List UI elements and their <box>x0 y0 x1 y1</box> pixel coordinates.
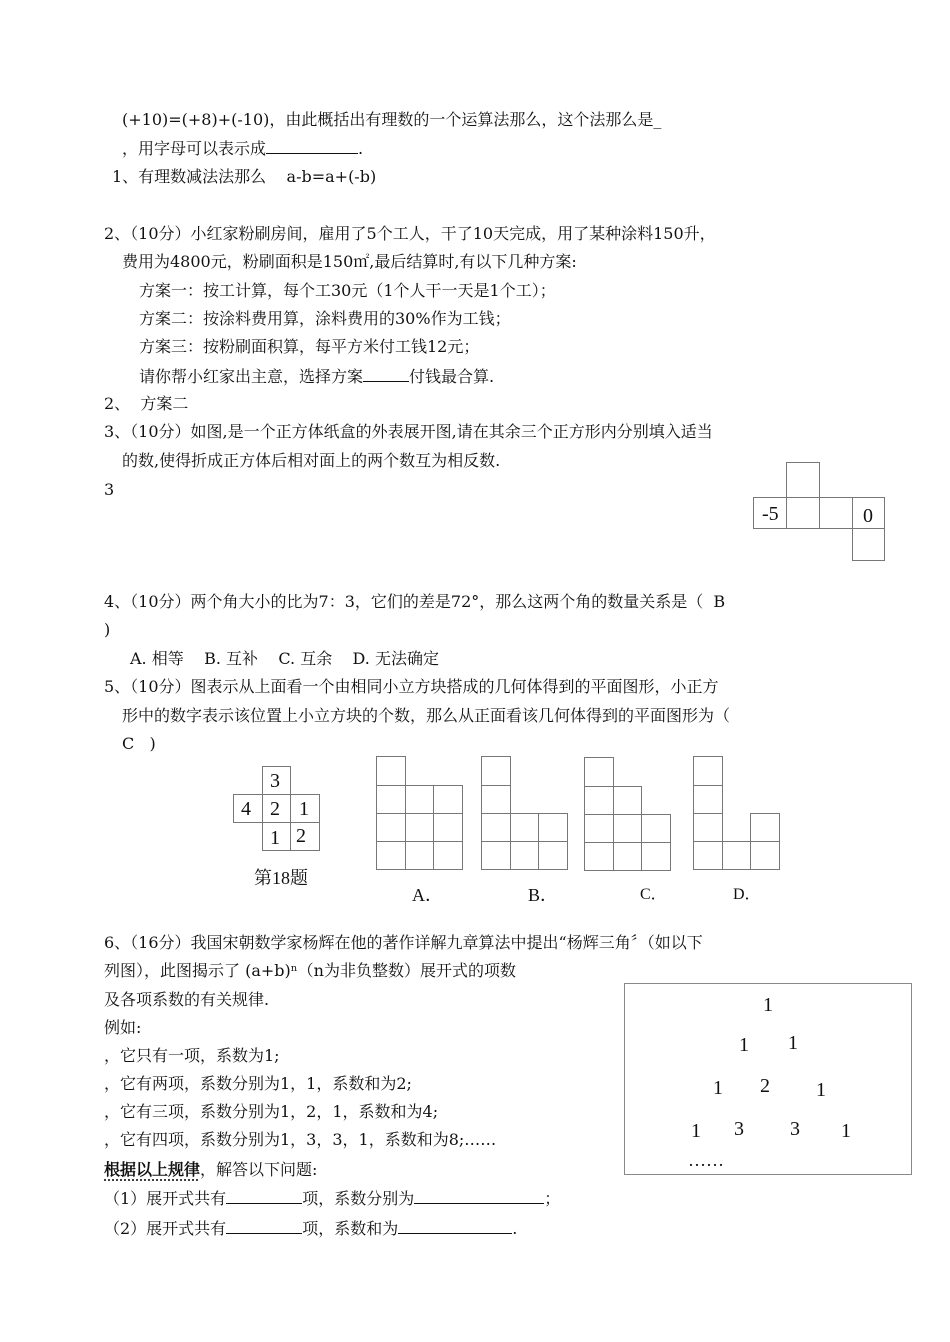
cube <box>405 841 434 870</box>
q3-line1: 3、（10分）如图,是一个正方体纸盒的外表展开图,请在其余三个正方形内分别填入适当 <box>104 422 713 441</box>
tv-num: 2 <box>270 798 280 820</box>
cube <box>693 785 723 814</box>
q2-blank[interactable] <box>363 366 409 382</box>
cube <box>433 841 463 870</box>
option-a-label[interactable]: A． <box>412 885 443 905</box>
q6-p2-end: . <box>512 1219 518 1238</box>
tv-num: 1 <box>270 827 280 849</box>
tri-r2: 1 <box>739 1034 749 1056</box>
q6-p1-blank2[interactable] <box>414 1188 544 1204</box>
cube <box>376 785 406 814</box>
q6-p2-mid: 项，系数和为 <box>302 1219 399 1238</box>
tri-r2: 1 <box>788 1032 798 1054</box>
cube <box>433 813 463 842</box>
net-cell-center[interactable] <box>819 497 853 529</box>
cube <box>510 813 539 842</box>
q1-answer: 1、有理数减法法那么 a-b=a+(-b) <box>112 167 377 186</box>
q6-e2: ，它有两项，系数分别为1，1，系数和为2; <box>104 1074 412 1093</box>
q4-line1: 4、（10分）两个角大小的比为7：3，它们的差是72°，那么这两个角的数量关系是（ B <box>104 592 726 611</box>
q6-p1-prefix: （1）展开式共有 <box>104 1189 227 1208</box>
tri-r3: 1 <box>713 1077 723 1099</box>
cube <box>641 842 671 871</box>
q6-rule <box>104 1160 317 1180</box>
q6-p2-blank1[interactable] <box>226 1218 302 1234</box>
q1-line2 <box>122 138 363 159</box>
tri-r4: 1 <box>841 1120 851 1142</box>
tri-r4: 3 <box>790 1118 800 1140</box>
q6-line3: 及各项系数的有关规律. <box>104 990 270 1009</box>
cube <box>641 814 671 843</box>
tri-more: …… <box>688 1150 724 1170</box>
option-b-label[interactable]: B． <box>528 885 559 905</box>
q5-line2: 形中的数字表示该位置上小立方块的个数，那么从正面看该几何体得到的平面图形为（ <box>122 706 731 725</box>
q2-ask-prefix: 请你帮小红家出主意，选择方案 <box>139 367 364 386</box>
q3-answer: 3 <box>104 480 115 499</box>
q6-p1-end: ； <box>544 1189 561 1208</box>
cube <box>613 786 642 815</box>
q4-options: A. 相等 B. 互补 C. 互余 D. 无法确定 <box>130 649 439 668</box>
q6-part2 <box>104 1218 517 1239</box>
q6-p2-blank2[interactable] <box>398 1218 512 1234</box>
q6-p1-blank1[interactable] <box>226 1188 302 1204</box>
cube <box>481 785 511 814</box>
tv-num: 4 <box>241 798 251 820</box>
q2-plan1: 方案一：按工计算，每个工30元（1个人干一天是1个工）； <box>139 281 556 300</box>
cube <box>510 841 539 870</box>
tv-num: 1 <box>299 798 309 820</box>
q2-ask-suffix: 付钱最合算. <box>409 367 495 386</box>
q3-line2: 的数,使得折成正方体后相对面上的两个数互为相反数. <box>122 451 501 470</box>
cube <box>538 813 568 842</box>
cube <box>376 813 406 842</box>
cube <box>584 814 614 843</box>
cube <box>481 756 511 786</box>
cube <box>405 785 434 814</box>
q2-answer: 2、 方案二 <box>104 394 189 413</box>
cube <box>613 842 642 871</box>
option-d-label[interactable]: D． <box>733 886 761 903</box>
tri-r1: 1 <box>763 994 773 1016</box>
cube <box>722 841 751 870</box>
cube <box>481 813 511 842</box>
cube <box>750 813 780 842</box>
tv-num: 2 <box>296 825 306 847</box>
q2-line1: 2、（10分）小红家粉刷房间，雇用了5个工人，干了10天完成，用了某种涂料150升， <box>104 224 716 243</box>
cube <box>376 841 406 870</box>
q5-line1: 5、（10分）图表示从上面看一个由相同小立方块搭成的几何体得到的平面图形，小正方 <box>104 677 719 696</box>
cube <box>376 756 406 786</box>
q6-rule-bold: 根据以上规律 <box>104 1160 201 1179</box>
cube <box>584 842 614 871</box>
tv-num: 3 <box>270 770 280 792</box>
tri-r4: 1 <box>691 1120 701 1142</box>
q6-example: 例如: <box>104 1018 142 1037</box>
q2-ask <box>139 366 494 387</box>
q6-line1: 6、（16分）我国宋朝数学家杨辉在他的著作详解九章算法中提出“杨辉三角〞（如以下 <box>104 933 703 952</box>
cube <box>693 756 723 786</box>
q6-line2: 列图），此图揭示了 (a+b)ⁿ（n为非负整数）展开式的项数 <box>104 961 516 980</box>
q1-line2-prefix: ，用字母可以表示成 <box>122 139 267 158</box>
q1-blank[interactable] <box>266 138 358 154</box>
net-cell-top[interactable] <box>786 462 820 498</box>
q5-line3: C ) <box>122 734 156 753</box>
cube <box>584 786 614 815</box>
cube <box>750 841 780 870</box>
cube <box>481 841 511 870</box>
option-c-label[interactable]: C． <box>640 886 667 903</box>
tri-r3: 1 <box>816 1079 826 1101</box>
q6-rule-rest: ，解答以下问题: <box>200 1160 318 1179</box>
cube <box>613 814 642 843</box>
q2-plan3: 方案三：按粉刷面积算，每平方米付工钱12元； <box>139 337 480 356</box>
cube <box>693 813 723 842</box>
q6-e4: ，它有四项，系数分别为1，3，3，1，系数和为8;…… <box>104 1130 497 1149</box>
cube <box>405 813 434 842</box>
cube <box>433 785 463 814</box>
fig-caption: 第18题 <box>254 868 308 888</box>
q6-part1 <box>104 1188 560 1209</box>
cube <box>538 841 568 870</box>
cube <box>584 757 614 787</box>
cube <box>693 841 723 870</box>
q4-line2: ) <box>104 620 111 639</box>
tri-r3: 2 <box>760 1075 770 1097</box>
q2-plan2: 方案二：按涂料费用算，涂料费用的30%作为工钱； <box>139 309 511 328</box>
q2-line2: 费用为4800元，粉刷面积是150㎡,最后结算时,有以下几种方案: <box>122 252 577 271</box>
q6-p1-mid: 项，系数分别为 <box>302 1189 415 1208</box>
net-cell-mid[interactable] <box>786 497 820 529</box>
net-cell-bottom[interactable] <box>852 528 885 561</box>
q1-line1: (+10)=(+8)+(-10)，由此概括出有理数的一个运算法那么，这个法那么是_ <box>122 110 662 129</box>
q6-e3: ，它有三项，系数分别为1，2，1，系数和为4; <box>104 1102 439 1121</box>
net-value-left: -5 <box>762 503 779 525</box>
net-value-right: 0 <box>863 505 873 527</box>
tri-r4: 3 <box>734 1118 744 1140</box>
q6-e1: ，它只有一项，系数为1; <box>104 1046 280 1065</box>
q1-line2-suffix: . <box>358 139 364 158</box>
q6-p2-prefix: （2）展开式共有 <box>104 1219 227 1238</box>
